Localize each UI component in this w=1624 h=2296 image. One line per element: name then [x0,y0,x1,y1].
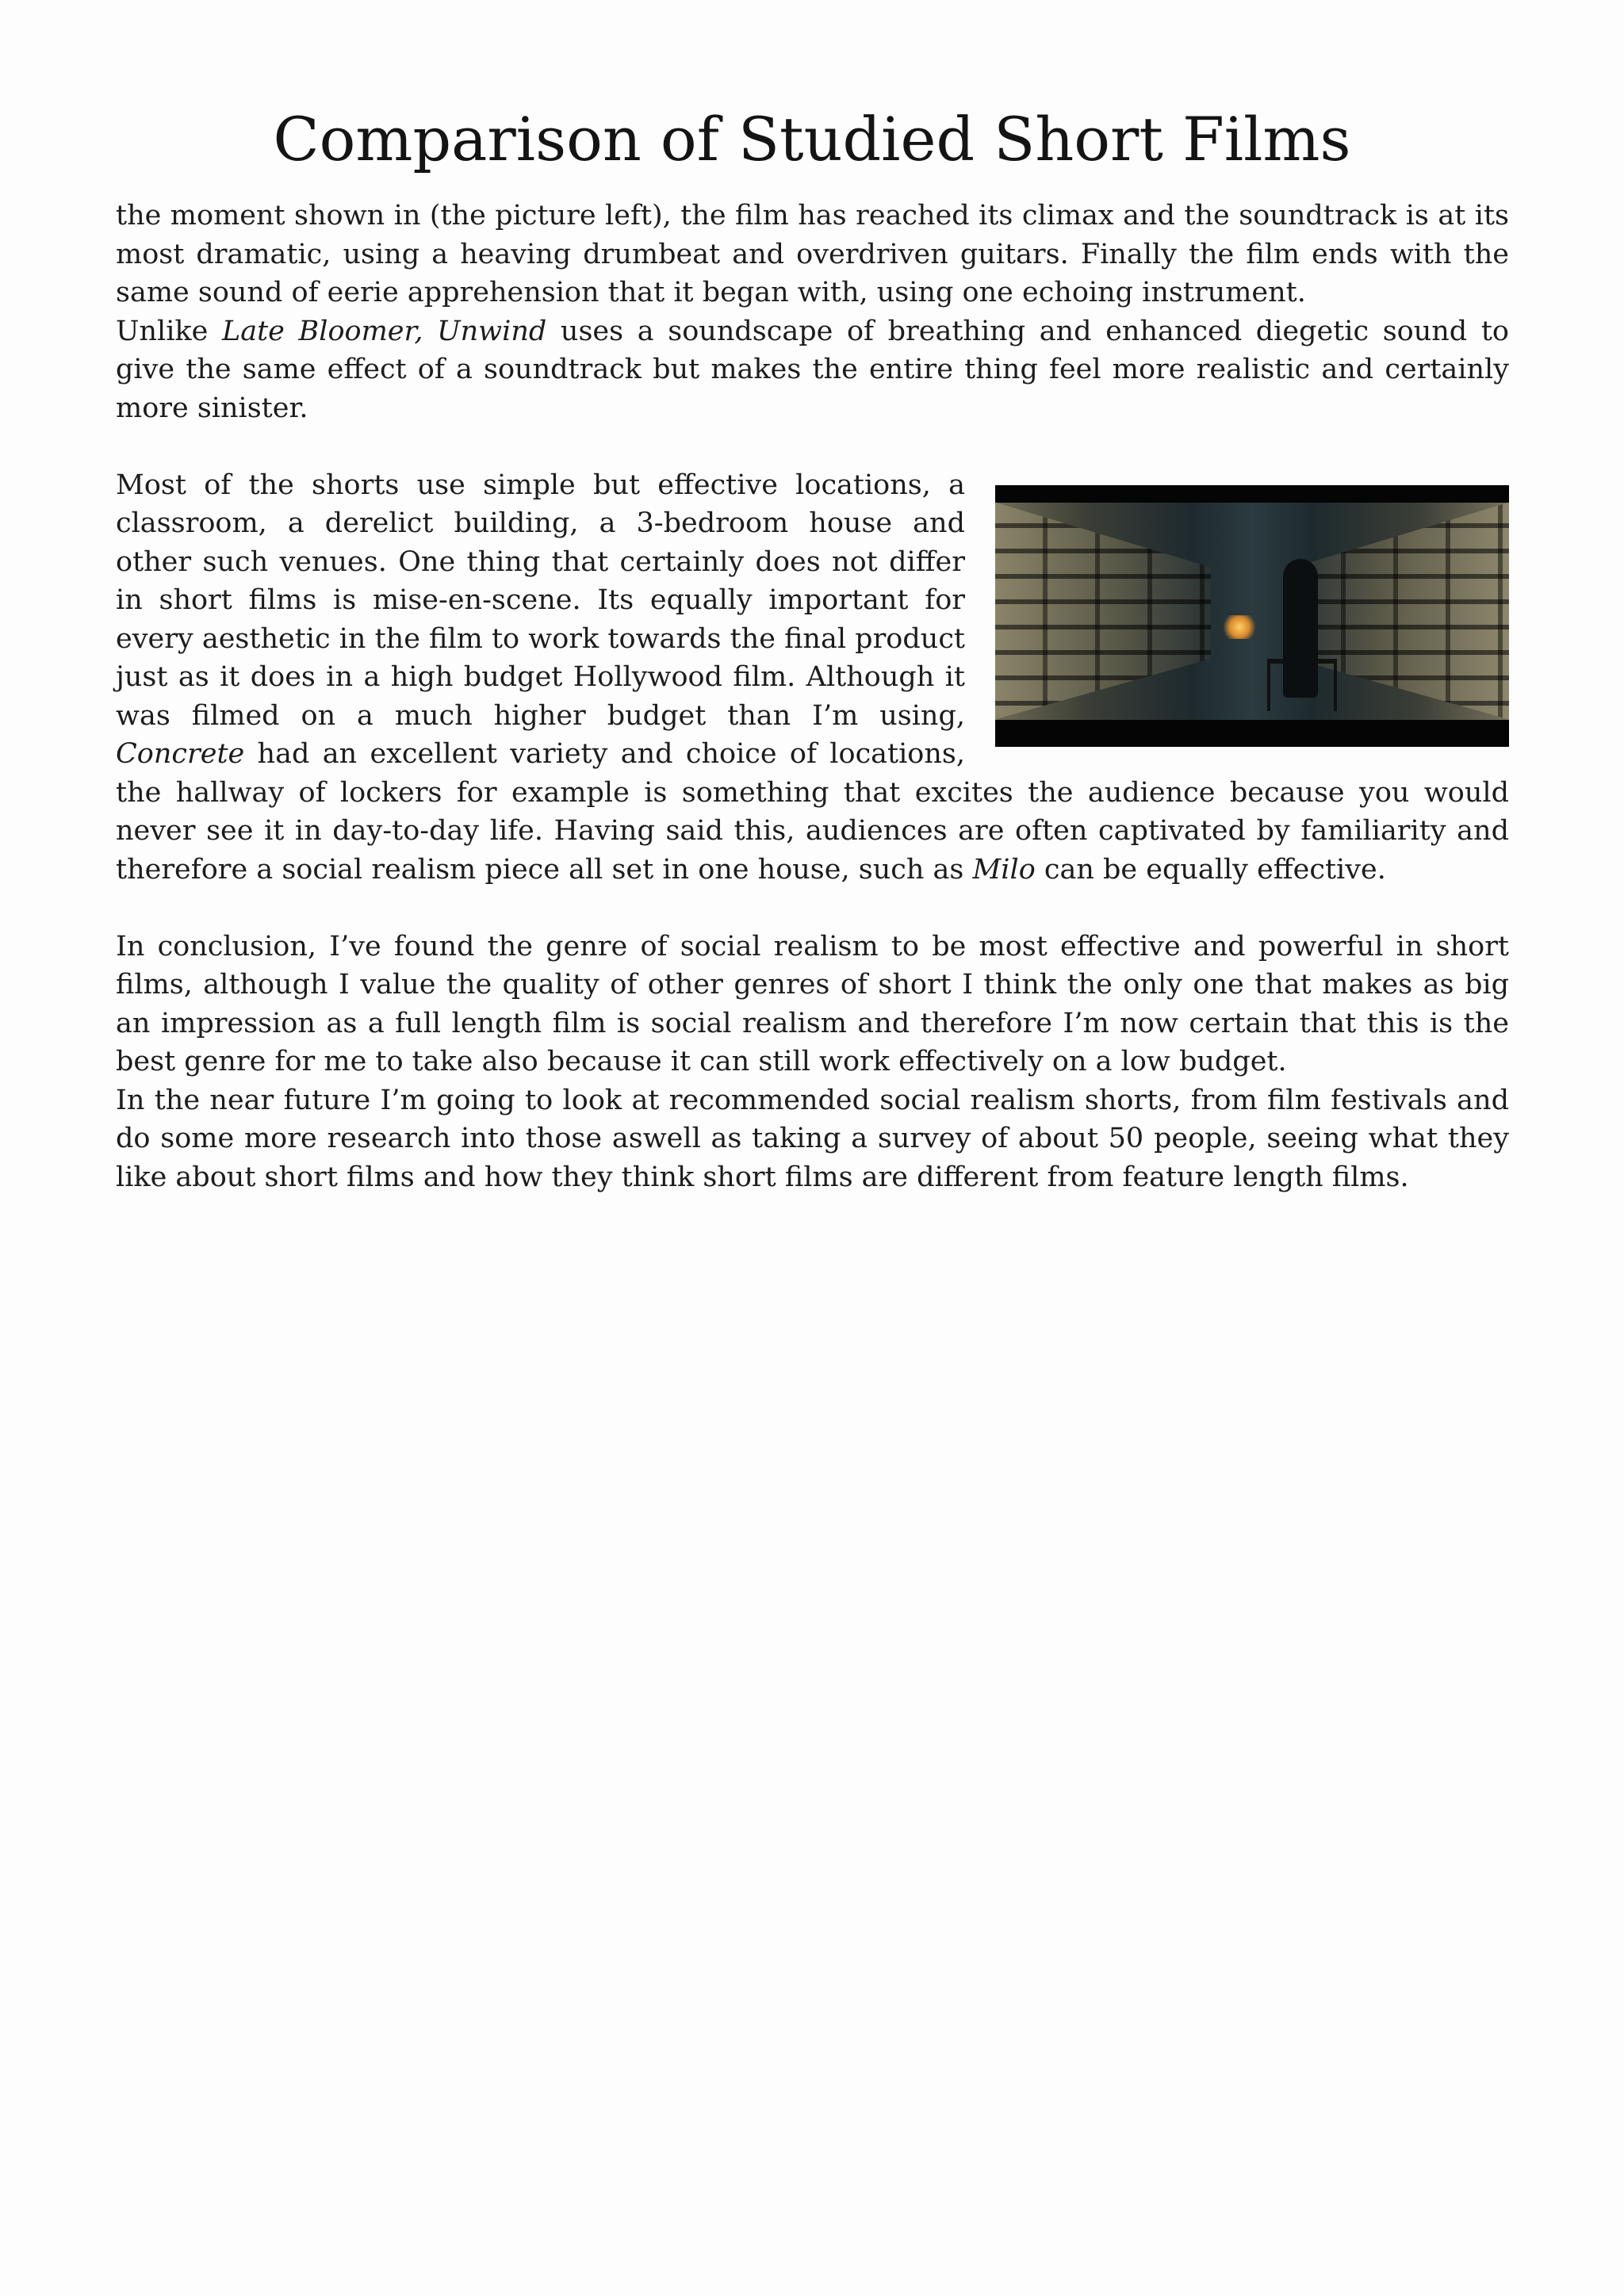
page-title: Comparison of Studied Short Films [273,104,1351,174]
text-span: uses a soundscape of breathing and enhanced diegetic sound to give the same effect of a soundtrack but makes the entire thing feel more realistic and certainly more sinister. [116,315,1509,424]
text-span: had an excellent variety and choice of locations, the hallway of lockers for example is something that excites the audience because you would never see it in day-to-day life. Having said this, audiences are often captivated by familiarity and therefore a social realism piece all set in one house, such as [116,738,1509,886]
corridor-light [1221,615,1258,639]
document-body [116,197,1509,1196]
film-title-milo: Milo [972,853,1036,886]
film-title-concrete: Concrete [116,738,245,770]
film-titles: Late Bloomer, Unwind [222,315,547,347]
paragraph-conclusion: In conclusion, I’ve found the genre of social realism to be most effective and powerful in short films, although I value the quality of other genres of short I think the only one that makes as big an impression as a full length film is social realism and therefore I’m now certain that this is the best genre for me to take also because it can still work effectively on a low budget. [116,930,1509,1077]
film-still-image [995,485,1509,747]
text-span: can be equally effective. [1035,853,1386,886]
locker-hallway-scene [995,503,1509,720]
filing-drawers-left [995,503,1211,720]
paragraph-future-plans: In the near future I’m going to look at recommended social realism shorts, from film festivals and do some more research into those aswell as taking a survey of about 50 people, seeing what they like about short films and how they think short films are different from feature length films. [116,1084,1509,1193]
paragraph-gap [116,427,1509,466]
text-span: Most of the shorts use simple but effective locations, a classroom, a derelict building, a 3-bedroom house and other such venues. One thing that certainly does not differ in short films is mise-en-scene. Its equally important for every aesthetic in the film to work towards the final product just as it does in a high budget Hollywood film. Although it was filmed on a much higher budget than I’m using, [116,469,965,732]
paragraph-unwind [116,312,1509,428]
paragraph-gap [116,889,1509,928]
seated-figure [1283,559,1318,698]
text-span: Unlike [116,315,222,347]
paragraph-soundtrack: the moment shown in (the picture left), the film has reached its climax and the soundtrack is at its most dramatic, using a heaving drumbeat and overdriven guitars. Finally the film ends with the same sound of eerie apprehension that it began with, using one echoing instrument. [116,200,1509,308]
